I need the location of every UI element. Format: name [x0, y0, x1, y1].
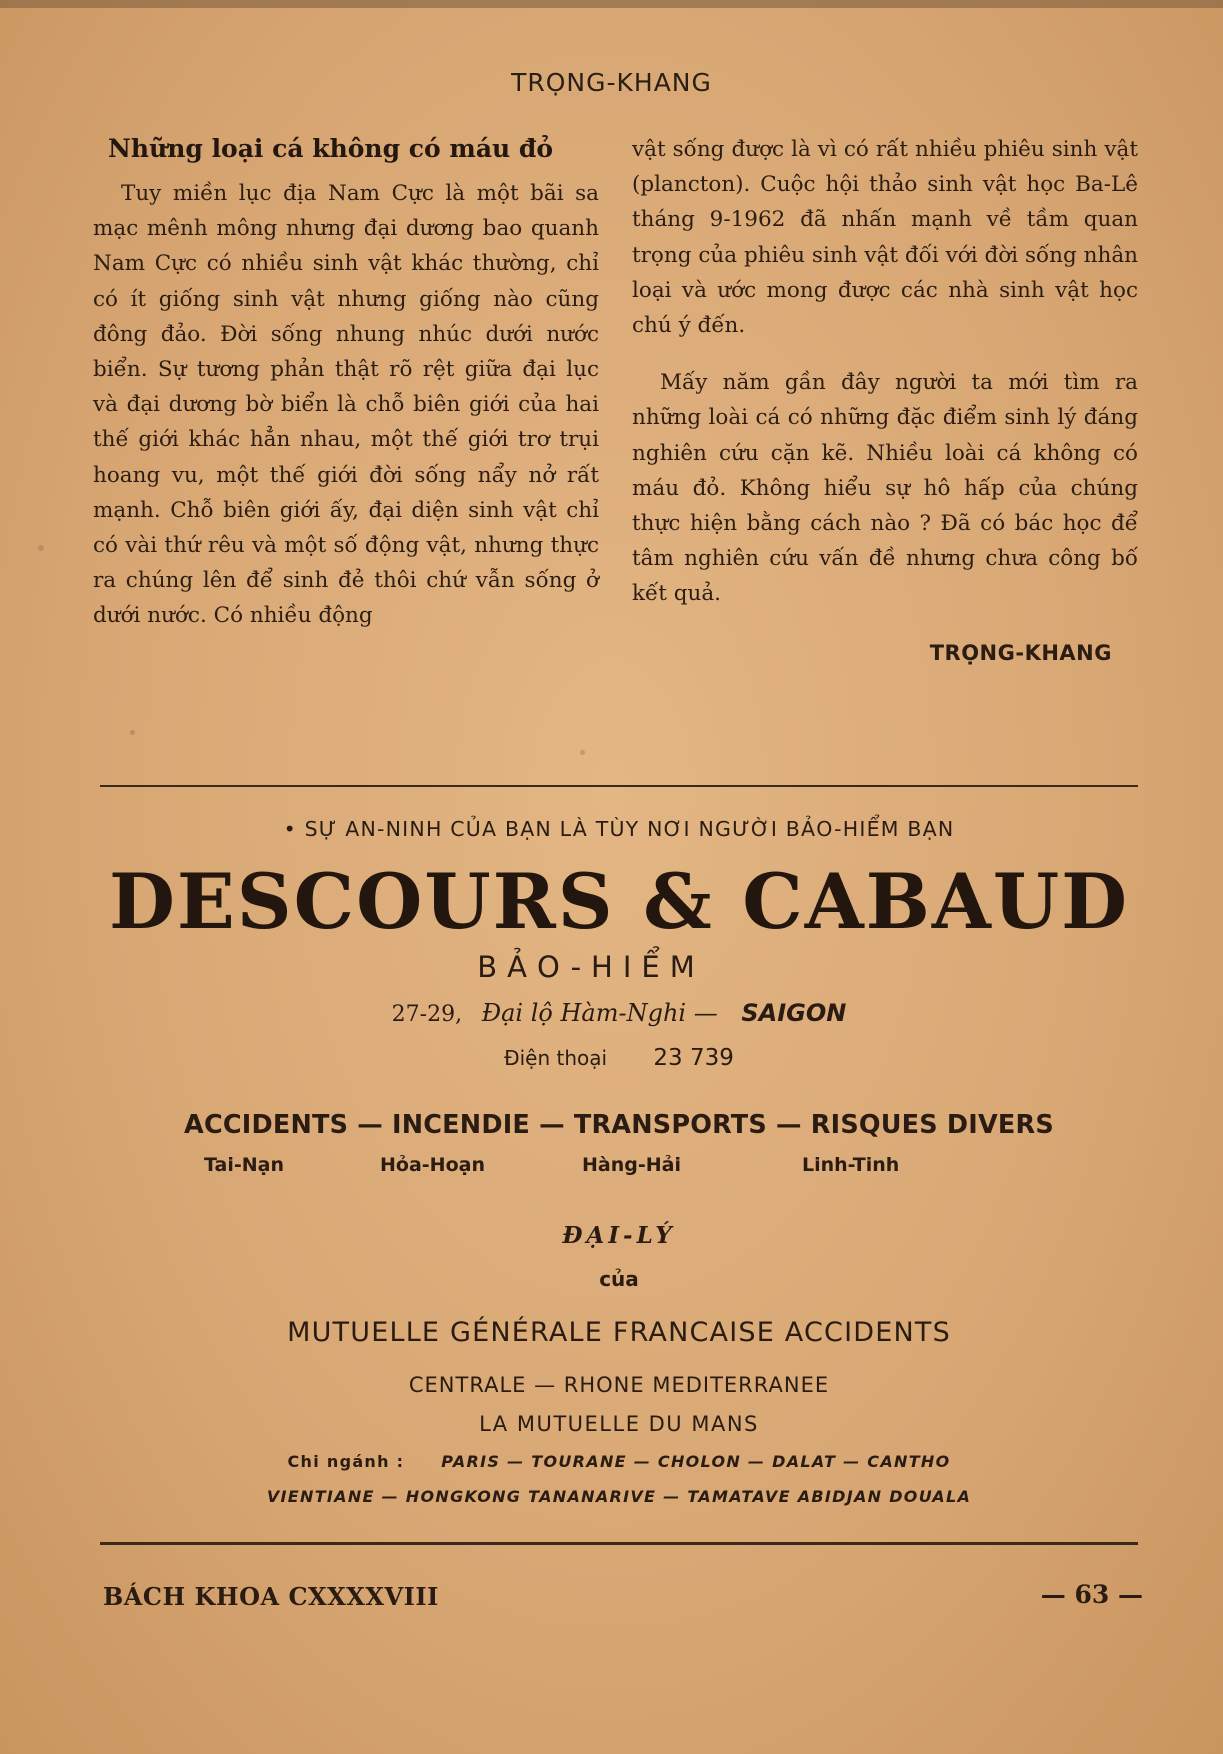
- ad-line-vn: Tai-Nạn: [204, 1154, 284, 1176]
- ad-branches-line-1: PARIS — TOURANE — CHOLON — DALAT — CANTHO: [441, 1452, 951, 1471]
- article-signature: TRỌNG-KHANG: [929, 640, 1112, 665]
- article-column-right: [632, 132, 1138, 671]
- page-top-edge: [0, 0, 1223, 8]
- article-paragraph: vật sống được là vì có rất nhiều phiêu sinh vật (plancton). Cuộc hội thảo sinh vật học Ba-Lê tháng 9-1962 đã nhấn mạnh về tầm quan trọng của phiêu sinh vật đối với đời sống nhân loại và ước mong được các nhà sinh vật học chú ý đến.: [632, 137, 1138, 339]
- ad-branches-label: Chi ngánh :: [287, 1452, 405, 1471]
- paper-stain: [38, 545, 44, 551]
- ad-insurance-lines-french: ACCIDENTS — INCENDIE — TRANSPORTS — RISQUES DIVERS: [184, 1110, 1054, 1140]
- ad-address: [100, 999, 1138, 1027]
- ad-phone: [100, 1045, 1138, 1071]
- ad-of-label: của: [599, 1267, 639, 1291]
- ad-mutuelle-mans: LA MUTUELLE DU MANS: [479, 1412, 759, 1436]
- ad-phone-number: 23 739: [653, 1045, 734, 1071]
- ad-centrale: CENTRALE — RHONE MEDITERRANEE: [408, 1373, 830, 1397]
- article-column-left: [93, 132, 599, 634]
- ad-line-vn: Linh-Tinh: [802, 1154, 900, 1176]
- running-head: TRỌNG-KHANG: [511, 68, 712, 97]
- insurance-advertisement: [100, 785, 1138, 1545]
- ad-address-city: SAIGON: [741, 999, 847, 1027]
- ad-company: MUTUELLE GÉNÉRALE FRANCAISE ACCIDENTS: [287, 1317, 951, 1348]
- article-paragraph: Tuy miền lục địa Nam Cực là một bãi sa mạc mênh mông nhưng đại dương bao quanh Nam Cực có nhiều sinh vật khác thường, chỉ có ít giống sinh vật nhưng giống nào cũng đông đảo. Đời sống nhung nhúc dưới nước biển. Sự tương phản thật rõ rệt giữa đại lục và đại dương bờ biển là chỗ biên giới của hai thế giới khác hẳn nhau, một thế giới trơ trụi hoang vu, một thế giới đời sống nẩy nở rất mạnh. Chỗ biên giới ấy, đại diện sinh vật chỉ có vài thứ rêu và một số động vật, nhưng thực ra chúng lên để sinh đẻ thôi chứ vẫn sống ở dưới nước. Có nhiều động: [93, 181, 599, 629]
- ad-phone-label: Điện thoại: [504, 1046, 608, 1070]
- ad-branches-line-2: VIENTIANE — HONGKONG TANANARIVE — TAMATAVE ABIDJAN DOUALA: [266, 1487, 972, 1506]
- ad-insurance-lines-vietnamese: [100, 1154, 1138, 1184]
- ad-branches: [100, 1452, 1138, 1471]
- magazine-footer: BÁCH KHOA CXXXXVIII: [103, 1582, 439, 1611]
- ad-line-vn: Hàng-Hải: [582, 1154, 681, 1176]
- article-paragraph: Mấy năm gần đây người ta mới tìm ra những loài cá có những đặc điểm sinh lý đáng nghiên cứu cặn kẽ. Nhiều loài cá không có máu đỏ. Không hiểu sự hô hấp của chúng thực hiện bằng cách nào ? Đã có bác học để tâm nghiên cứu vấn đề nhưng chưa công bố kết quả.: [632, 370, 1138, 607]
- article-title: Những loại cá không có máu đỏ: [108, 134, 554, 163]
- ad-tagline: • SỰ AN-NINH CỦA BẠN LÀ TÙY NƠI NGƯỜI BẢO-HIỂM BẠN: [283, 817, 955, 841]
- ad-subtitle: BẢO-HIỂM: [477, 950, 705, 984]
- ad-agent-label: ĐẠI-LÝ: [562, 1222, 676, 1249]
- page-number: — 63 —: [1040, 1580, 1143, 1609]
- ad-address-street: Đại lộ Hàm-Nghi —: [481, 999, 718, 1027]
- paper-stain: [580, 750, 585, 755]
- ad-line-vn: Hỏa-Hoạn: [380, 1154, 485, 1176]
- paper-stain: [130, 730, 135, 735]
- ad-address-number: 27-29,: [391, 1002, 463, 1027]
- ad-brand: DESCOURS & CABAUD: [108, 857, 1130, 946]
